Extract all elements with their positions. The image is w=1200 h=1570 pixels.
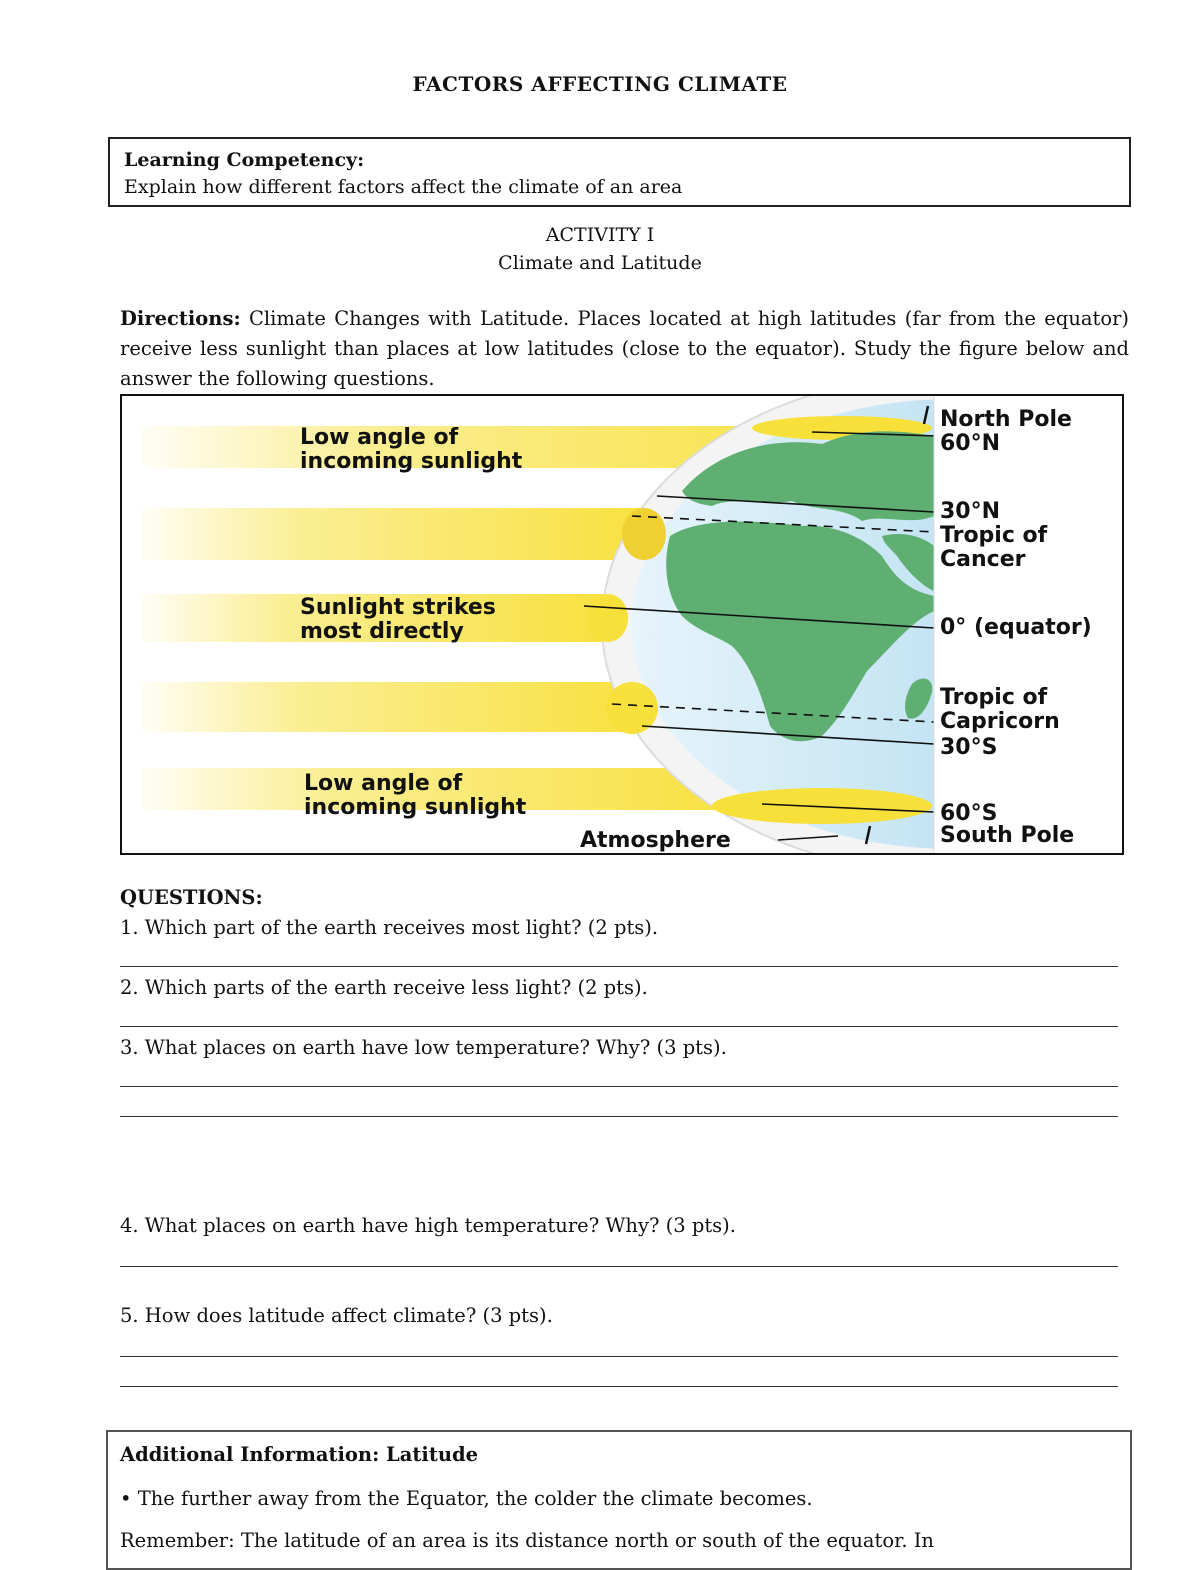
sun-beam-2 <box>142 508 672 560</box>
label-direct-sunlight <box>300 596 496 644</box>
label-30s: 30°S <box>940 735 998 760</box>
label-tropic-capricorn-line1: Tropic of <box>940 685 1048 710</box>
label-low-angle-top-line2: incoming sunlight <box>300 449 523 474</box>
competency-label: Learning Competency: <box>124 149 365 171</box>
label-south-pole: South Pole <box>940 823 1075 848</box>
label-low-angle-bottom-line2: incoming sunlight <box>304 795 527 820</box>
additional-info-box <box>106 1430 1132 1570</box>
label-atmosphere: Atmosphere <box>580 828 731 853</box>
directions <box>120 304 1129 394</box>
label-60s: 60°S <box>940 801 998 826</box>
label-tropic-cancer-line2: Cancer <box>940 547 1026 572</box>
learning-competency-box <box>108 137 1131 207</box>
label-low-angle-top <box>300 426 522 474</box>
answer-line-3a[interactable] <box>120 1086 1118 1087</box>
question-3: 3. What places on earth have low temperature? Why? (3 pts). <box>120 1036 727 1059</box>
additional-info-heading: Additional Information: Latitude <box>120 1443 479 1466</box>
answer-line-2[interactable] <box>120 1026 1118 1027</box>
latitude-sunlight-figure <box>120 394 1124 855</box>
label-north-pole: North Pole <box>940 407 1072 432</box>
activity-number: ACTIVITY I <box>545 224 655 246</box>
label-30n: 30°N <box>940 499 1001 524</box>
answer-line-5a[interactable] <box>120 1356 1118 1357</box>
label-tropic-cancer <box>940 524 1047 572</box>
light-patch-30n <box>622 508 666 560</box>
answer-line-4[interactable] <box>120 1266 1118 1267</box>
answer-line-5b[interactable] <box>120 1386 1118 1387</box>
additional-info-remember: Remember: The latitude of an area is its distance north or south of the equator. In <box>120 1529 934 1552</box>
label-tropic-cancer-line1: Tropic of <box>940 523 1048 548</box>
directions-text: Climate Changes with Latitude. Places located at high latitudes (far from the equator) receive less sunlight than places at low latitudes (close to the equator). Study the figure below and answer the following questions. <box>120 307 1130 390</box>
label-low-angle-bottom <box>304 772 526 820</box>
directions-label: Directions: <box>120 307 241 330</box>
label-low-angle-top-line1: Low angle of <box>300 425 459 450</box>
label-tropic-capricorn-line2: Capricorn <box>940 709 1060 734</box>
questions-heading: QUESTIONS: <box>120 886 263 909</box>
question-1: 1. Which part of the earth receives most light? (2 pts). <box>120 916 659 939</box>
label-60n: 60°N <box>940 431 1001 456</box>
label-low-angle-bottom-line1: Low angle of <box>304 771 463 796</box>
competency-text: Explain how different factors affect the climate of an area <box>124 176 683 198</box>
label-direct-line1: Sunlight strikes <box>300 595 496 620</box>
question-5: 5. How does latitude affect climate? (3 pts). <box>120 1304 553 1327</box>
light-patch-equator <box>588 594 628 642</box>
question-2: 2. Which parts of the earth receive less light? (2 pts). <box>120 976 648 999</box>
label-tropic-capricorn <box>940 686 1060 734</box>
additional-info-bullet: • The further away from the Equator, the colder the climate becomes. <box>120 1487 813 1510</box>
label-direct-line2: most directly <box>300 619 464 644</box>
activity-name: Climate and Latitude <box>498 252 702 274</box>
answer-line-3b[interactable] <box>120 1116 1118 1117</box>
label-equator: 0° (equator) <box>940 615 1092 640</box>
sun-beam-4 <box>142 682 662 732</box>
question-4: 4. What places on earth have high temperature? Why? (3 pts). <box>120 1214 736 1237</box>
page-title: FACTORS AFFECTING CLIMATE <box>412 72 788 96</box>
answer-line-1[interactable] <box>120 966 1118 967</box>
